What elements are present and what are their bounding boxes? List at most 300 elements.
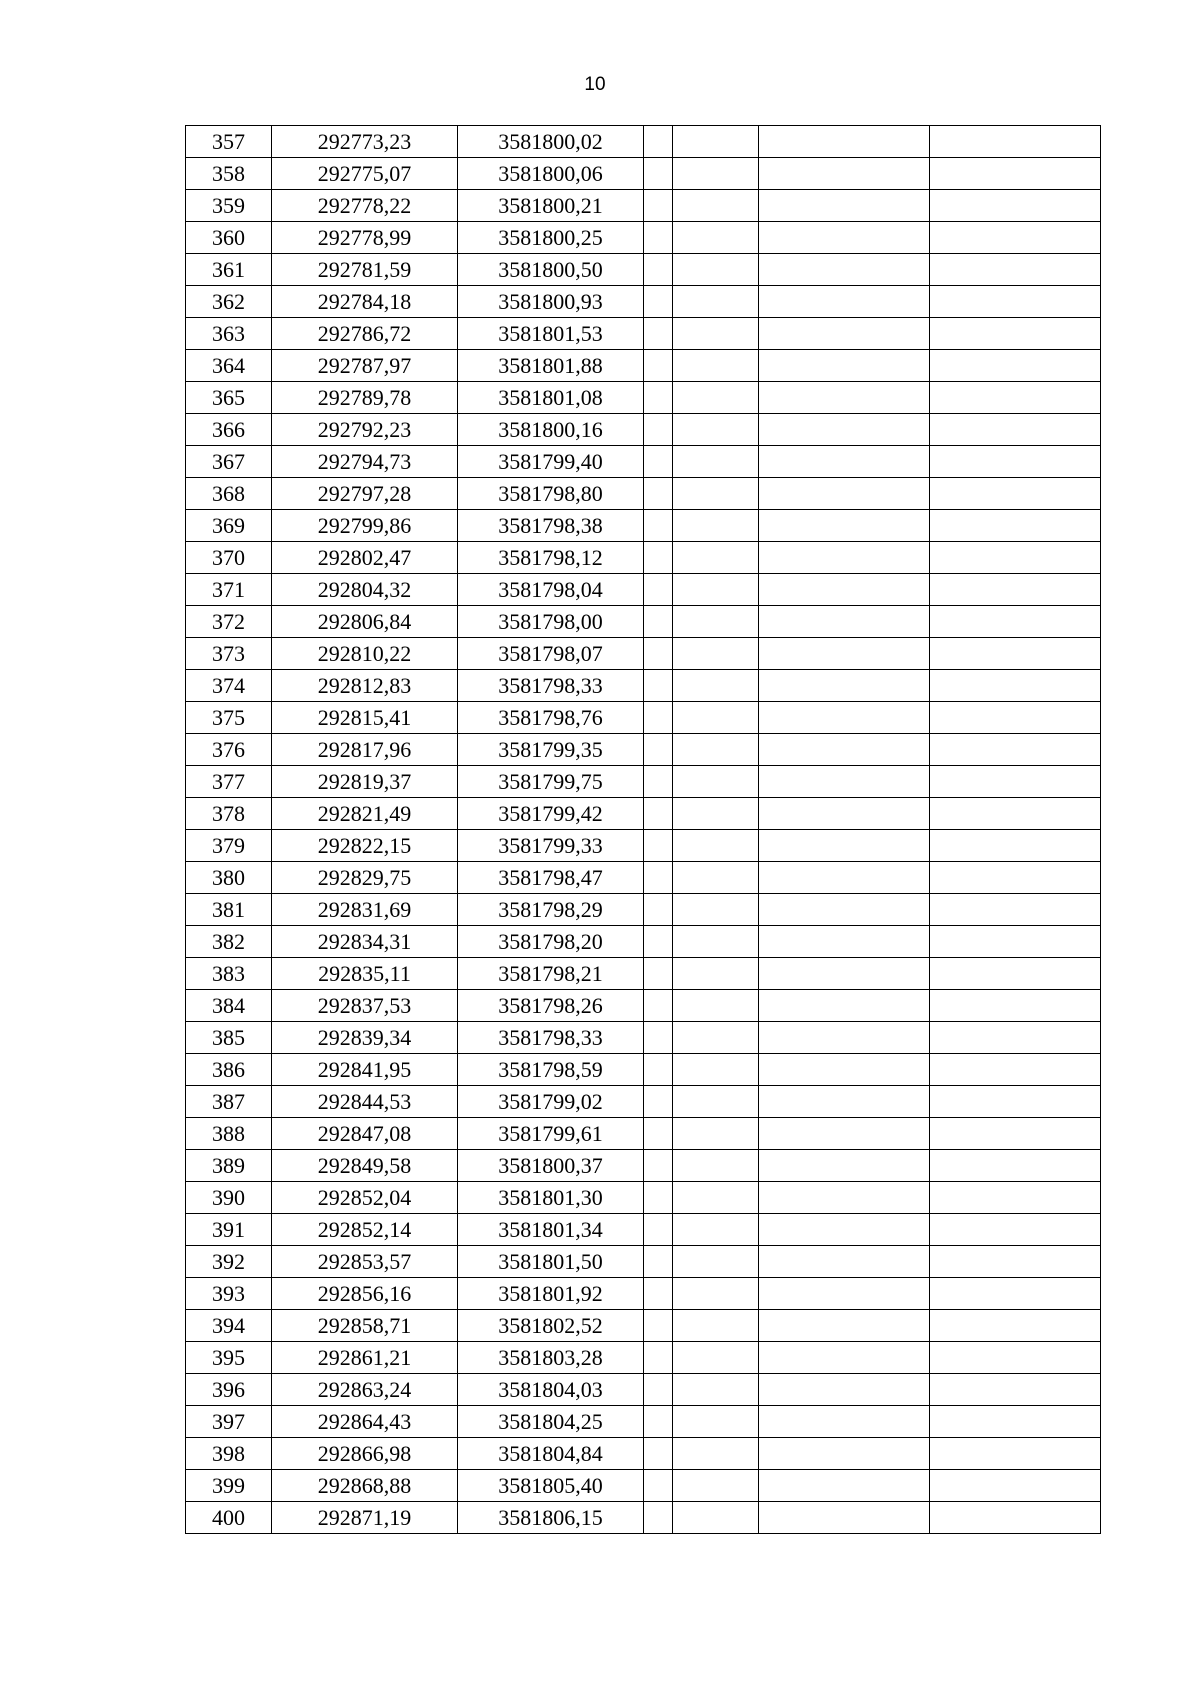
empty-cell: [759, 766, 930, 798]
empty-cell: [930, 414, 1101, 446]
table-row: [186, 734, 1101, 766]
table-row: [186, 1150, 1101, 1182]
empty-cell: [673, 286, 759, 318]
point-number-cell: 391: [186, 1214, 272, 1246]
table-row: [186, 862, 1101, 894]
table-row: [186, 1374, 1101, 1406]
empty-cell: [930, 862, 1101, 894]
empty-cell: [759, 702, 930, 734]
empty-cell: [759, 926, 930, 958]
y-coordinate-cell: 3581799,02: [458, 1086, 644, 1118]
point-number-cell: 379: [186, 830, 272, 862]
empty-cell: [759, 190, 930, 222]
x-coordinate-cell: 292852,14: [272, 1214, 458, 1246]
y-coordinate-cell: 3581804,25: [458, 1406, 644, 1438]
x-coordinate-cell: 292829,75: [272, 862, 458, 894]
table-row: [186, 478, 1101, 510]
y-coordinate-cell: 3581798,29: [458, 894, 644, 926]
x-coordinate-cell: 292817,96: [272, 734, 458, 766]
empty-cell: [673, 638, 759, 670]
table-row: [186, 1470, 1101, 1502]
empty-cell: [930, 894, 1101, 926]
x-coordinate-cell: 292784,18: [272, 286, 458, 318]
empty-cell: [930, 830, 1101, 862]
y-coordinate-cell: 3581799,75: [458, 766, 644, 798]
table-row: [186, 1086, 1101, 1118]
empty-cell: [930, 1214, 1101, 1246]
empty-cell: [644, 350, 673, 382]
empty-cell: [673, 254, 759, 286]
empty-cell: [930, 190, 1101, 222]
point-number-cell: 387: [186, 1086, 272, 1118]
empty-cell: [759, 1438, 930, 1470]
y-coordinate-cell: 3581801,92: [458, 1278, 644, 1310]
point-number-cell: 385: [186, 1022, 272, 1054]
empty-cell: [644, 1278, 673, 1310]
table-row: [186, 1406, 1101, 1438]
empty-cell: [673, 1438, 759, 1470]
empty-cell: [930, 1406, 1101, 1438]
empty-cell: [930, 350, 1101, 382]
x-coordinate-cell: 292871,19: [272, 1502, 458, 1534]
empty-cell: [644, 766, 673, 798]
empty-cell: [673, 926, 759, 958]
empty-cell: [759, 862, 930, 894]
table-row: [186, 1310, 1101, 1342]
empty-cell: [930, 1054, 1101, 1086]
table-row: [186, 158, 1101, 190]
empty-cell: [644, 1118, 673, 1150]
x-coordinate-cell: 292821,49: [272, 798, 458, 830]
x-coordinate-cell: 292822,15: [272, 830, 458, 862]
empty-cell: [759, 158, 930, 190]
y-coordinate-cell: 3581805,40: [458, 1470, 644, 1502]
empty-cell: [930, 1086, 1101, 1118]
empty-cell: [644, 670, 673, 702]
empty-cell: [673, 1310, 759, 1342]
empty-cell: [930, 766, 1101, 798]
empty-cell: [759, 1310, 930, 1342]
empty-cell: [673, 670, 759, 702]
y-coordinate-cell: 3581800,02: [458, 126, 644, 158]
table-row: [186, 190, 1101, 222]
x-coordinate-cell: 292835,11: [272, 958, 458, 990]
x-coordinate-cell: 292839,34: [272, 1022, 458, 1054]
empty-cell: [930, 126, 1101, 158]
empty-cell: [930, 158, 1101, 190]
empty-cell: [644, 638, 673, 670]
y-coordinate-cell: 3581801,08: [458, 382, 644, 414]
empty-cell: [673, 414, 759, 446]
y-coordinate-cell: 3581798,76: [458, 702, 644, 734]
empty-cell: [930, 926, 1101, 958]
table-body: [186, 126, 1101, 1534]
empty-cell: [759, 574, 930, 606]
point-number-cell: 361: [186, 254, 272, 286]
empty-cell: [673, 798, 759, 830]
table-row: [186, 1438, 1101, 1470]
table-row: [186, 414, 1101, 446]
empty-cell: [930, 1310, 1101, 1342]
x-coordinate-cell: 292810,22: [272, 638, 458, 670]
empty-cell: [759, 606, 930, 638]
y-coordinate-cell: 3581804,03: [458, 1374, 644, 1406]
x-coordinate-cell: 292841,95: [272, 1054, 458, 1086]
empty-cell: [759, 1150, 930, 1182]
empty-cell: [673, 446, 759, 478]
table-row: [186, 1246, 1101, 1278]
empty-cell: [673, 222, 759, 254]
empty-cell: [644, 1438, 673, 1470]
point-number-cell: 383: [186, 958, 272, 990]
empty-cell: [644, 894, 673, 926]
point-number-cell: 368: [186, 478, 272, 510]
x-coordinate-cell: 292853,57: [272, 1246, 458, 1278]
x-coordinate-cell: 292799,86: [272, 510, 458, 542]
table-row: [186, 926, 1101, 958]
empty-cell: [673, 1054, 759, 1086]
point-number-cell: 397: [186, 1406, 272, 1438]
empty-cell: [644, 1470, 673, 1502]
y-coordinate-cell: 3581799,33: [458, 830, 644, 862]
empty-cell: [673, 1086, 759, 1118]
point-number-cell: 367: [186, 446, 272, 478]
empty-cell: [759, 126, 930, 158]
empty-cell: [930, 574, 1101, 606]
empty-cell: [673, 862, 759, 894]
empty-cell: [644, 254, 673, 286]
empty-cell: [644, 926, 673, 958]
empty-cell: [759, 958, 930, 990]
empty-cell: [759, 638, 930, 670]
point-number-cell: 394: [186, 1310, 272, 1342]
empty-cell: [759, 1054, 930, 1086]
empty-cell: [930, 990, 1101, 1022]
table-row: [186, 542, 1101, 574]
table-row: [186, 126, 1101, 158]
point-number-cell: 399: [186, 1470, 272, 1502]
y-coordinate-cell: 3581800,50: [458, 254, 644, 286]
point-number-cell: 389: [186, 1150, 272, 1182]
y-coordinate-cell: 3581798,80: [458, 478, 644, 510]
empty-cell: [673, 1214, 759, 1246]
y-coordinate-cell: 3581798,38: [458, 510, 644, 542]
empty-cell: [673, 702, 759, 734]
empty-cell: [759, 670, 930, 702]
empty-cell: [644, 1022, 673, 1054]
y-coordinate-cell: 3581804,84: [458, 1438, 644, 1470]
x-coordinate-cell: 292819,37: [272, 766, 458, 798]
x-coordinate-cell: 292806,84: [272, 606, 458, 638]
empty-cell: [759, 350, 930, 382]
empty-cell: [759, 1406, 930, 1438]
point-number-cell: 359: [186, 190, 272, 222]
table-row: [186, 510, 1101, 542]
empty-cell: [930, 1150, 1101, 1182]
point-number-cell: 365: [186, 382, 272, 414]
y-coordinate-cell: 3581800,25: [458, 222, 644, 254]
empty-cell: [673, 958, 759, 990]
empty-cell: [930, 1182, 1101, 1214]
x-coordinate-cell: 292858,71: [272, 1310, 458, 1342]
empty-cell: [644, 990, 673, 1022]
empty-cell: [673, 542, 759, 574]
table-row: [186, 766, 1101, 798]
empty-cell: [644, 1406, 673, 1438]
y-coordinate-cell: 3581798,07: [458, 638, 644, 670]
empty-cell: [644, 1310, 673, 1342]
x-coordinate-cell: 292863,24: [272, 1374, 458, 1406]
empty-cell: [930, 638, 1101, 670]
x-coordinate-cell: 292834,31: [272, 926, 458, 958]
empty-cell: [673, 830, 759, 862]
x-coordinate-cell: 292812,83: [272, 670, 458, 702]
empty-cell: [644, 958, 673, 990]
point-number-cell: 378: [186, 798, 272, 830]
empty-cell: [759, 222, 930, 254]
y-coordinate-cell: 3581798,20: [458, 926, 644, 958]
empty-cell: [759, 254, 930, 286]
empty-cell: [759, 286, 930, 318]
empty-cell: [759, 446, 930, 478]
empty-cell: [930, 798, 1101, 830]
empty-cell: [644, 734, 673, 766]
y-coordinate-cell: 3581801,88: [458, 350, 644, 382]
table-row: [186, 1342, 1101, 1374]
x-coordinate-cell: 292797,28: [272, 478, 458, 510]
empty-cell: [644, 382, 673, 414]
x-coordinate-cell: 292837,53: [272, 990, 458, 1022]
empty-cell: [644, 446, 673, 478]
y-coordinate-cell: 3581799,40: [458, 446, 644, 478]
table-row: [186, 286, 1101, 318]
table-row: [186, 894, 1101, 926]
empty-cell: [644, 190, 673, 222]
empty-cell: [673, 510, 759, 542]
point-number-cell: 392: [186, 1246, 272, 1278]
empty-cell: [759, 478, 930, 510]
x-coordinate-cell: 292789,78: [272, 382, 458, 414]
empty-cell: [759, 414, 930, 446]
y-coordinate-cell: 3581799,35: [458, 734, 644, 766]
x-coordinate-cell: 292802,47: [272, 542, 458, 574]
point-number-cell: 358: [186, 158, 272, 190]
empty-cell: [759, 1342, 930, 1374]
empty-cell: [759, 1118, 930, 1150]
y-coordinate-cell: 3581798,33: [458, 1022, 644, 1054]
x-coordinate-cell: 292778,99: [272, 222, 458, 254]
empty-cell: [644, 606, 673, 638]
y-coordinate-cell: 3581800,37: [458, 1150, 644, 1182]
table-row: [186, 1182, 1101, 1214]
empty-cell: [644, 1214, 673, 1246]
table-row: [186, 702, 1101, 734]
empty-cell: [759, 1278, 930, 1310]
empty-cell: [644, 798, 673, 830]
point-number-cell: 374: [186, 670, 272, 702]
table-row: [186, 1118, 1101, 1150]
y-coordinate-cell: 3581801,50: [458, 1246, 644, 1278]
empty-cell: [930, 478, 1101, 510]
empty-cell: [930, 254, 1101, 286]
table-row: [186, 830, 1101, 862]
x-coordinate-cell: 292773,23: [272, 126, 458, 158]
table-row: [186, 958, 1101, 990]
y-coordinate-cell: 3581798,04: [458, 574, 644, 606]
empty-cell: [644, 1182, 673, 1214]
empty-cell: [930, 510, 1101, 542]
empty-cell: [930, 670, 1101, 702]
empty-cell: [930, 1278, 1101, 1310]
empty-cell: [673, 734, 759, 766]
x-coordinate-cell: 292804,32: [272, 574, 458, 606]
empty-cell: [673, 1470, 759, 1502]
table-row: [186, 990, 1101, 1022]
table-row: [186, 670, 1101, 702]
empty-cell: [644, 702, 673, 734]
empty-cell: [759, 510, 930, 542]
y-coordinate-cell: 3581798,26: [458, 990, 644, 1022]
point-number-cell: 395: [186, 1342, 272, 1374]
point-number-cell: 370: [186, 542, 272, 574]
table-row: [186, 1214, 1101, 1246]
empty-cell: [930, 606, 1101, 638]
empty-cell: [930, 286, 1101, 318]
empty-cell: [673, 1406, 759, 1438]
x-coordinate-cell: 292787,97: [272, 350, 458, 382]
empty-cell: [644, 414, 673, 446]
empty-cell: [644, 1374, 673, 1406]
empty-cell: [759, 542, 930, 574]
y-coordinate-cell: 3581798,12: [458, 542, 644, 574]
y-coordinate-cell: 3581798,59: [458, 1054, 644, 1086]
empty-cell: [759, 1502, 930, 1534]
empty-cell: [930, 222, 1101, 254]
point-number-cell: 390: [186, 1182, 272, 1214]
empty-cell: [759, 1374, 930, 1406]
table-row: [186, 1278, 1101, 1310]
table-row: [186, 638, 1101, 670]
table-row: [186, 222, 1101, 254]
x-coordinate-cell: 292847,08: [272, 1118, 458, 1150]
table-row: [186, 318, 1101, 350]
empty-cell: [673, 606, 759, 638]
point-number-cell: 381: [186, 894, 272, 926]
x-coordinate-cell: 292781,59: [272, 254, 458, 286]
point-number-cell: 371: [186, 574, 272, 606]
point-number-cell: 388: [186, 1118, 272, 1150]
x-coordinate-cell: 292831,69: [272, 894, 458, 926]
table-row: [186, 350, 1101, 382]
empty-cell: [930, 446, 1101, 478]
empty-cell: [930, 1118, 1101, 1150]
empty-cell: [644, 830, 673, 862]
empty-cell: [759, 830, 930, 862]
x-coordinate-cell: 292792,23: [272, 414, 458, 446]
x-coordinate-cell: 292794,73: [272, 446, 458, 478]
point-number-cell: 360: [186, 222, 272, 254]
empty-cell: [673, 318, 759, 350]
empty-cell: [673, 478, 759, 510]
empty-cell: [673, 1502, 759, 1534]
y-coordinate-cell: 3581806,15: [458, 1502, 644, 1534]
empty-cell: [930, 1022, 1101, 1054]
empty-cell: [673, 1182, 759, 1214]
coordinates-table: [185, 125, 1101, 1534]
empty-cell: [644, 478, 673, 510]
y-coordinate-cell: 3581798,21: [458, 958, 644, 990]
empty-cell: [673, 766, 759, 798]
y-coordinate-cell: 3581799,61: [458, 1118, 644, 1150]
point-number-cell: 373: [186, 638, 272, 670]
empty-cell: [644, 1342, 673, 1374]
empty-cell: [759, 1182, 930, 1214]
table-row: [186, 1054, 1101, 1086]
table-row: [186, 1502, 1101, 1534]
y-coordinate-cell: 3581802,52: [458, 1310, 644, 1342]
empty-cell: [673, 1022, 759, 1054]
empty-cell: [930, 958, 1101, 990]
empty-cell: [673, 190, 759, 222]
x-coordinate-cell: 292868,88: [272, 1470, 458, 1502]
empty-cell: [930, 318, 1101, 350]
y-coordinate-cell: 3581801,53: [458, 318, 644, 350]
y-coordinate-cell: 3581798,47: [458, 862, 644, 894]
empty-cell: [644, 1150, 673, 1182]
empty-cell: [644, 318, 673, 350]
empty-cell: [673, 1246, 759, 1278]
x-coordinate-cell: 292864,43: [272, 1406, 458, 1438]
empty-cell: [930, 734, 1101, 766]
empty-cell: [930, 382, 1101, 414]
table-row: [186, 1022, 1101, 1054]
empty-cell: [644, 158, 673, 190]
point-number-cell: 393: [186, 1278, 272, 1310]
point-number-cell: 396: [186, 1374, 272, 1406]
x-coordinate-cell: 292849,58: [272, 1150, 458, 1182]
empty-cell: [673, 126, 759, 158]
point-number-cell: 398: [186, 1438, 272, 1470]
point-number-cell: 366: [186, 414, 272, 446]
point-number-cell: 369: [186, 510, 272, 542]
empty-cell: [930, 1246, 1101, 1278]
x-coordinate-cell: 292815,41: [272, 702, 458, 734]
y-coordinate-cell: 3581798,33: [458, 670, 644, 702]
empty-cell: [759, 894, 930, 926]
table-row: [186, 254, 1101, 286]
empty-cell: [644, 1502, 673, 1534]
y-coordinate-cell: 3581800,16: [458, 414, 644, 446]
point-number-cell: 380: [186, 862, 272, 894]
empty-cell: [930, 1438, 1101, 1470]
point-number-cell: 386: [186, 1054, 272, 1086]
x-coordinate-cell: 292844,53: [272, 1086, 458, 1118]
empty-cell: [930, 1502, 1101, 1534]
y-coordinate-cell: 3581799,42: [458, 798, 644, 830]
point-number-cell: 372: [186, 606, 272, 638]
point-number-cell: 363: [186, 318, 272, 350]
point-number-cell: 364: [186, 350, 272, 382]
empty-cell: [644, 862, 673, 894]
x-coordinate-cell: 292861,21: [272, 1342, 458, 1374]
empty-cell: [644, 542, 673, 574]
empty-cell: [930, 1374, 1101, 1406]
empty-cell: [759, 1214, 930, 1246]
y-coordinate-cell: 3581801,30: [458, 1182, 644, 1214]
empty-cell: [759, 798, 930, 830]
empty-cell: [930, 1470, 1101, 1502]
empty-cell: [644, 1086, 673, 1118]
